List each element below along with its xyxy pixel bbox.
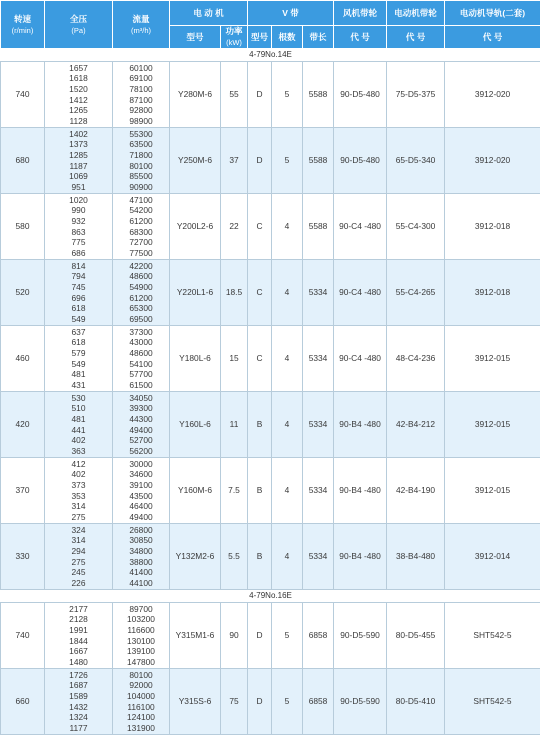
pressure-cell-value: 314 — [45, 535, 112, 546]
vbelt-header: V 带 — [248, 1, 334, 26]
flow-cell-value: 139100 — [113, 646, 169, 657]
pressure-cell-value: 530 — [45, 393, 112, 404]
motor-power-cell: 22 — [221, 194, 248, 260]
pressure-cell-value: 1480 — [45, 657, 112, 668]
motor-model-cell: Y315M1-6 — [170, 603, 221, 669]
flow-cell-value: 65300 — [113, 303, 169, 314]
flow-cell-value: 80100 — [113, 161, 169, 172]
flow-cell — [113, 128, 170, 194]
flow-cell-value: 80100 — [113, 670, 169, 681]
fan-pulley-cell: 90-B4 -480 — [334, 524, 387, 590]
belt-type-cell: B — [248, 458, 272, 524]
flow-cell-value: 48600 — [113, 271, 169, 282]
table-row — [1, 326, 540, 392]
fan-pulley-cell: 90-C4 -480 — [334, 326, 387, 392]
motor-rail-header: 电动机导轨(二套) — [445, 1, 540, 26]
flow-cell — [113, 62, 170, 128]
flow-cell-value: 71800 — [113, 150, 169, 161]
flow-cell-value: 52700 — [113, 435, 169, 446]
belt-type-cell: D — [248, 603, 272, 669]
flow-cell — [113, 603, 170, 669]
flow-cell-value: 34800 — [113, 546, 169, 557]
pressure-cell — [45, 524, 113, 590]
flow-cell-value: 147800 — [113, 657, 169, 668]
pressure-cell-value: 441 — [45, 425, 112, 436]
motor-rail-cell: SHT542-5 — [445, 669, 540, 735]
motor-power-cell: 15 — [221, 326, 248, 392]
belt-length-cell: 6858 — [303, 603, 334, 669]
belt-count-cell: 4 — [272, 326, 303, 392]
pressure-cell-value: 745 — [45, 282, 112, 293]
pressure-header: 全压 (Pa) — [45, 1, 113, 49]
flow-cell-value: 63500 — [113, 139, 169, 150]
flow-cell-value: 131900 — [113, 723, 169, 734]
belt-length-cell: 5588 — [303, 128, 334, 194]
speed-cell: 370 — [1, 458, 45, 524]
flow-cell-value: 26800 — [113, 525, 169, 536]
motor-model-cell: Y132M2-6 — [170, 524, 221, 590]
pressure-cell-value: 294 — [45, 546, 112, 557]
flow-cell-value: 49400 — [113, 512, 169, 523]
belt-type-cell: C — [248, 326, 272, 392]
motor-model-cell: Y160L-6 — [170, 392, 221, 458]
pressure-cell-value: 696 — [45, 293, 112, 304]
speed-cell: 740 — [1, 603, 45, 669]
pressure-cell-value: 618 — [45, 337, 112, 348]
flow-cell-value: 34050 — [113, 393, 169, 404]
pressure-cell-value: 1657 — [45, 63, 112, 74]
flow-cell-value: 55300 — [113, 129, 169, 140]
pressure-cell-value: 1324 — [45, 712, 112, 723]
belt-length-header: 带长 — [303, 26, 334, 49]
motor-pulley-cell: 55-C4-300 — [387, 194, 445, 260]
flow-cell-value: 104000 — [113, 691, 169, 702]
flow-cell-value: 60100 — [113, 63, 169, 74]
belt-type-cell: D — [248, 128, 272, 194]
motor-model-cell: Y160M-6 — [170, 458, 221, 524]
belt-type-cell: C — [248, 260, 272, 326]
fan-pulley-cell: 90-D5-590 — [334, 603, 387, 669]
motor-pulley-cell: 42-B4-212 — [387, 392, 445, 458]
pressure-cell-value: 1667 — [45, 646, 112, 657]
motor-power-cell: 55 — [221, 62, 248, 128]
fan-pulley-cell: 90-C4 -480 — [334, 260, 387, 326]
pressure-cell-value: 794 — [45, 271, 112, 282]
belt-count-cell: 5 — [272, 62, 303, 128]
pressure-cell-value: 481 — [45, 414, 112, 425]
belt-length-cell: 5334 — [303, 458, 334, 524]
table-row — [1, 260, 540, 326]
motor-rail-code-header: 代 号 — [445, 26, 540, 49]
motor-pulley-cell: 38-B4-480 — [387, 524, 445, 590]
flow-cell-value: 92800 — [113, 105, 169, 116]
speed-cell: 520 — [1, 260, 45, 326]
belt-count-cell: 5 — [272, 669, 303, 735]
fan-pulley-code-header: 代 号 — [334, 26, 387, 49]
motor-power-cell: 18.5 — [221, 260, 248, 326]
motor-pulley-cell: 80-D5-410 — [387, 669, 445, 735]
table-row — [1, 458, 540, 524]
speed-cell: 580 — [1, 194, 45, 260]
pressure-cell-value: 1285 — [45, 150, 112, 161]
flow-cell-value: 54100 — [113, 359, 169, 370]
pressure-cell-value: 1373 — [45, 139, 112, 150]
flow-cell-value: 69100 — [113, 73, 169, 84]
flow-cell — [113, 458, 170, 524]
motor-pulley-cell: 42-B4-190 — [387, 458, 445, 524]
pressure-cell — [45, 458, 113, 524]
table-row — [1, 128, 540, 194]
speed-cell: 660 — [1, 669, 45, 735]
motor-header: 电 动 机 — [170, 1, 248, 26]
section-title: 4-79No.14E — [1, 49, 540, 62]
flow-cell — [113, 669, 170, 735]
belt-length-cell: 5588 — [303, 62, 334, 128]
motor-model-cell: Y280M-6 — [170, 62, 221, 128]
belt-type-cell: B — [248, 392, 272, 458]
flow-cell-value: 77500 — [113, 248, 169, 259]
motor-pulley-cell: 75-D5-375 — [387, 62, 445, 128]
table-row — [1, 524, 540, 590]
pressure-cell-value: 686 — [45, 248, 112, 259]
flow-cell-value: 116600 — [113, 625, 169, 636]
pressure-cell-value: 245 — [45, 567, 112, 578]
flow-cell-value: 92000 — [113, 680, 169, 691]
flow-cell-value: 49400 — [113, 425, 169, 436]
flow-cell-value: 54900 — [113, 282, 169, 293]
pressure-cell-value: 402 — [45, 469, 112, 480]
flow-cell — [113, 326, 170, 392]
flow-cell — [113, 260, 170, 326]
motor-power-cell: 5.5 — [221, 524, 248, 590]
motor-pulley-cell: 65-D5-340 — [387, 128, 445, 194]
flow-cell-value: 44300 — [113, 414, 169, 425]
belt-type-cell: B — [248, 524, 272, 590]
pressure-cell-value: 1432 — [45, 702, 112, 713]
pressure-cell-value: 637 — [45, 327, 112, 338]
flow-cell-value: 47100 — [113, 195, 169, 206]
speed-cell: 460 — [1, 326, 45, 392]
motor-rail-cell: 3912-020 — [445, 62, 540, 128]
flow-cell-value: 103200 — [113, 614, 169, 625]
flow-cell-value: 46400 — [113, 501, 169, 512]
pressure-cell-value: 863 — [45, 227, 112, 238]
belt-count-cell: 5 — [272, 128, 303, 194]
motor-power-cell: 75 — [221, 669, 248, 735]
flow-cell-value: 39100 — [113, 480, 169, 491]
motor-rail-cell: 3912-015 — [445, 392, 540, 458]
pressure-cell-value: 1128 — [45, 116, 112, 127]
pressure-cell — [45, 194, 113, 260]
motor-power-header: 功率 (kW) — [221, 26, 248, 49]
belt-type-cell: D — [248, 669, 272, 735]
flow-cell-value: 61200 — [113, 216, 169, 227]
fan-pulley-cell: 90-B4 -480 — [334, 458, 387, 524]
pressure-cell-value: 1187 — [45, 161, 112, 172]
pressure-cell-value: 1726 — [45, 670, 112, 681]
pressure-cell-value: 412 — [45, 459, 112, 470]
pressure-cell-value: 1265 — [45, 105, 112, 116]
flow-cell-value: 54200 — [113, 205, 169, 216]
motor-model-cell: Y200L2-6 — [170, 194, 221, 260]
pressure-cell-value: 618 — [45, 303, 112, 314]
pressure-cell-value: 775 — [45, 237, 112, 248]
pressure-cell-value: 481 — [45, 369, 112, 380]
belt-count-cell: 4 — [272, 194, 303, 260]
belt-count-cell: 4 — [272, 260, 303, 326]
pressure-cell-value: 2177 — [45, 604, 112, 615]
flow-cell-value: 48600 — [113, 348, 169, 359]
pressure-cell — [45, 260, 113, 326]
table-body — [1, 49, 540, 735]
pressure-cell — [45, 128, 113, 194]
section-row — [1, 49, 540, 62]
table-row — [1, 603, 540, 669]
flow-cell-value: 78100 — [113, 84, 169, 95]
flow-cell-value: 34600 — [113, 469, 169, 480]
fan-pulley-header: 风机带轮 — [334, 1, 387, 26]
pressure-cell-value: 1520 — [45, 84, 112, 95]
table-row — [1, 62, 540, 128]
flow-cell-value: 44100 — [113, 578, 169, 589]
flow-cell-value: 68300 — [113, 227, 169, 238]
belt-length-cell: 6858 — [303, 669, 334, 735]
fan-pulley-cell: 90-D5-480 — [334, 128, 387, 194]
motor-rail-cell: 3912-018 — [445, 194, 540, 260]
flow-cell-value: 85500 — [113, 171, 169, 182]
flow-cell-value: 87100 — [113, 95, 169, 106]
flow-cell-value: 41400 — [113, 567, 169, 578]
speed-cell: 740 — [1, 62, 45, 128]
flow-cell-value: 42200 — [113, 261, 169, 272]
motor-pulley-cell: 48-C4-236 — [387, 326, 445, 392]
flow-cell-value: 38800 — [113, 557, 169, 568]
pressure-cell-value: 402 — [45, 435, 112, 446]
motor-model-cell: Y315S-6 — [170, 669, 221, 735]
flow-cell-value: 69500 — [113, 314, 169, 325]
speed-cell: 330 — [1, 524, 45, 590]
flow-cell-value: 98900 — [113, 116, 169, 127]
motor-model-cell: Y250M-6 — [170, 128, 221, 194]
speed-cell: 420 — [1, 392, 45, 458]
motor-model-header: 型号 — [170, 26, 221, 49]
belt-count-cell: 4 — [272, 524, 303, 590]
flow-cell-value: 37300 — [113, 327, 169, 338]
motor-rail-cell: 3912-018 — [445, 260, 540, 326]
pressure-cell — [45, 326, 113, 392]
pressure-cell-value: 1177 — [45, 723, 112, 734]
motor-model-cell: Y180L-6 — [170, 326, 221, 392]
flow-cell-value: 124100 — [113, 712, 169, 723]
section-title: 4-79No.16E — [1, 590, 540, 603]
flow-cell-value: 61200 — [113, 293, 169, 304]
table-row — [1, 392, 540, 458]
pressure-cell-value: 1402 — [45, 129, 112, 140]
motor-power-cell: 7.5 — [221, 458, 248, 524]
belt-count-cell: 5 — [272, 603, 303, 669]
motor-power-cell: 11 — [221, 392, 248, 458]
pressure-cell-value: 275 — [45, 512, 112, 523]
motor-pulley-header: 电动机带轮 — [387, 1, 445, 26]
speed-cell: 680 — [1, 128, 45, 194]
pressure-cell-value: 1412 — [45, 95, 112, 106]
flow-cell-value: 43000 — [113, 337, 169, 348]
table-row — [1, 194, 540, 260]
flow-cell-value: 89700 — [113, 604, 169, 615]
speed-header: 转速 (r/min) — [1, 1, 45, 49]
flow-cell-value: 90900 — [113, 182, 169, 193]
flow-cell-value: 116100 — [113, 702, 169, 713]
belt-length-cell: 5334 — [303, 260, 334, 326]
flow-cell — [113, 524, 170, 590]
pressure-cell-value: 1991 — [45, 625, 112, 636]
flow-cell-value: 130100 — [113, 636, 169, 647]
pressure-cell-value: 324 — [45, 525, 112, 536]
belt-count-header: 根数 — [272, 26, 303, 49]
pressure-cell — [45, 603, 113, 669]
pressure-cell — [45, 669, 113, 735]
motor-rail-cell: 3912-014 — [445, 524, 540, 590]
motor-pulley-cell: 55-C4-265 — [387, 260, 445, 326]
motor-model-cell: Y220L1-6 — [170, 260, 221, 326]
belt-length-cell: 5334 — [303, 524, 334, 590]
flow-cell-value: 72700 — [113, 237, 169, 248]
pressure-cell-value: 932 — [45, 216, 112, 227]
pressure-cell-value: 510 — [45, 403, 112, 414]
motor-rail-cell: 3912-020 — [445, 128, 540, 194]
pressure-cell — [45, 62, 113, 128]
pressure-cell-value: 814 — [45, 261, 112, 272]
flow-cell-value: 30850 — [113, 535, 169, 546]
belt-type-cell: C — [248, 194, 272, 260]
flow-cell-value: 56200 — [113, 446, 169, 457]
fan-pulley-cell: 90-D5-590 — [334, 669, 387, 735]
belt-length-cell: 5334 — [303, 326, 334, 392]
pressure-cell-value: 549 — [45, 314, 112, 325]
pressure-cell-value: 363 — [45, 446, 112, 457]
pressure-cell-value: 226 — [45, 578, 112, 589]
motor-power-cell: 90 — [221, 603, 248, 669]
pressure-cell-value: 1069 — [45, 171, 112, 182]
pressure-cell-value: 1618 — [45, 73, 112, 84]
fan-pulley-cell: 90-C4 -480 — [334, 194, 387, 260]
belt-count-cell: 4 — [272, 458, 303, 524]
pressure-cell-value: 549 — [45, 359, 112, 370]
belt-count-cell: 4 — [272, 392, 303, 458]
pressure-cell-value: 314 — [45, 501, 112, 512]
motor-pulley-cell: 80-D5-455 — [387, 603, 445, 669]
pressure-cell-value: 1844 — [45, 636, 112, 647]
pressure-cell-value: 2128 — [45, 614, 112, 625]
pressure-cell-value: 579 — [45, 348, 112, 359]
pressure-cell-value: 951 — [45, 182, 112, 193]
motor-rail-cell: 3912-015 — [445, 326, 540, 392]
flow-cell-value: 61500 — [113, 380, 169, 391]
belt-type-header: 型号 — [248, 26, 272, 49]
belt-length-cell: 5588 — [303, 194, 334, 260]
flow-cell-value: 30000 — [113, 459, 169, 470]
motor-rail-cell: SHT542-5 — [445, 603, 540, 669]
pressure-cell-value: 353 — [45, 491, 112, 502]
pressure-cell-value: 275 — [45, 557, 112, 568]
pressure-cell-value: 1687 — [45, 680, 112, 691]
motor-power-cell: 37 — [221, 128, 248, 194]
pressure-cell — [45, 392, 113, 458]
section-row — [1, 590, 540, 603]
motor-pulley-code-header: 代 号 — [387, 26, 445, 49]
fan-pulley-cell: 90-D5-480 — [334, 62, 387, 128]
pressure-cell-value: 1589 — [45, 691, 112, 702]
flow-cell-value: 57700 — [113, 369, 169, 380]
fan-pulley-cell: 90-B4 -480 — [334, 392, 387, 458]
table-row — [1, 669, 540, 735]
pressure-cell-value: 431 — [45, 380, 112, 391]
flow-cell-value: 43500 — [113, 491, 169, 502]
pressure-cell-value: 373 — [45, 480, 112, 491]
motor-rail-cell: 3912-015 — [445, 458, 540, 524]
flow-cell — [113, 194, 170, 260]
belt-length-cell: 5334 — [303, 392, 334, 458]
flow-header: 流量 (m³/h) — [113, 1, 170, 49]
belt-type-cell: D — [248, 62, 272, 128]
pressure-cell-value: 1020 — [45, 195, 112, 206]
pressure-cell-value: 990 — [45, 205, 112, 216]
flow-cell-value: 39300 — [113, 403, 169, 414]
flow-cell — [113, 392, 170, 458]
